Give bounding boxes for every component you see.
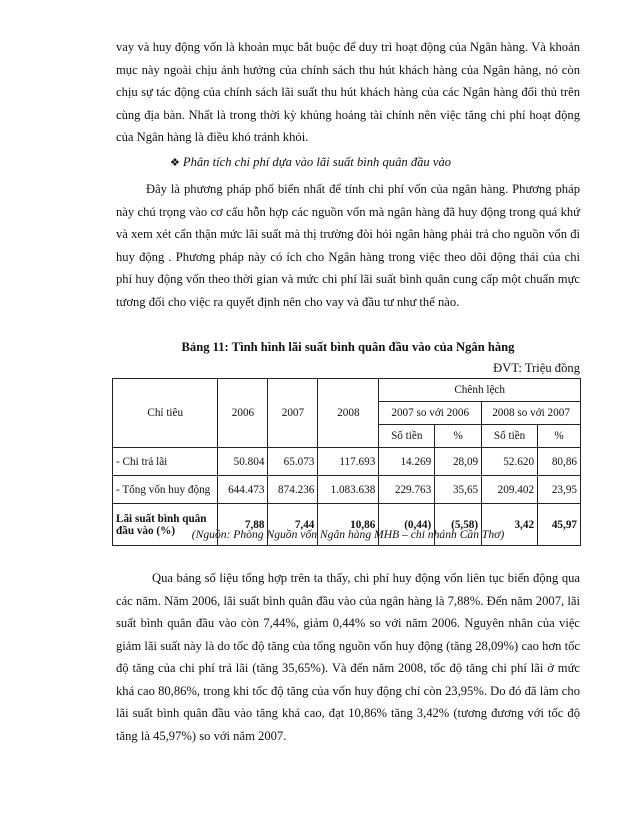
cell-2007: 65.073 — [268, 448, 318, 476]
cell-amount-2: 52.620 — [482, 448, 538, 476]
cell-2008: 117.693 — [318, 448, 379, 476]
analysis-paragraph-text: Qua bảng số liệu tổng hợp trên ta thấy, chi phí huy động vốn liên tục biến động qua các năm. Năm 2006, lãi suất bình quân đầu vào của ngân hàng là 7,88%. Đến năm 2007, lãi suất bình quân đầu vào còn 7,44%, giảm 0,44% so với năm 2006. Nguyên nhân của việc giảm lãi suất này là do tốc độ tăng của tổng nguồn vốn huy động (tăng 28,09%) cao hơn tốc độ tăng của chi phí trả lãi (tăng 35,65%). Và đến năm 2008, tốc độ tăng chi phí lãi ở mức khá cao 80,86%, trong khi tốc độ tăng của vốn huy động chỉ còn 23,95%. Do đó đã làm cho lãi suất bình quân đầu vào tăng khá cao, đạt 10,86% tăng 3,42% (tương đương với tốc độ tăng là 45,97%) so với năm 2007. — [116, 571, 580, 743]
intro-paragraph — [116, 36, 580, 149]
analysis-paragraph — [116, 567, 580, 747]
method-paragraph-text: Đây là phương pháp phổ biến nhất để tính chi phí vốn của ngân hàng. Phương pháp này chú trọng vào cơ cấu hỗn hợp các nguồn vốn mà ngân hàng đã huy động trong quá khứ và xem xét cẩn thận mức lãi suất mà thị trường đòi hỏi ngân hàng phải trả cho nguồn vốn đi huy động . Phương pháp này có ích cho Ngân hàng trong việc theo dõi động thái của chi phí huy động vốn theo thời gian và mức chi phí lãi suất bình quân cung cấp một chuẩn mực tương đối cho việc ra quyết định nên cho vay và đầu tư như thế nào. — [116, 182, 580, 309]
table-row — [113, 476, 581, 504]
cell-percent-1: (5,58) — [435, 504, 482, 546]
cell-2008: 10,86 — [318, 504, 379, 546]
header-percent: % — [538, 425, 581, 448]
cell-2007: 874.236 — [268, 476, 318, 504]
header-2008: 2008 — [318, 379, 379, 448]
intro-line: của Ngân hàng là điều khó tránh khỏi. — [116, 130, 309, 144]
cell-2007: 7,44 — [268, 504, 318, 546]
cell-2006: 7,88 — [218, 504, 268, 546]
cell-amount-1: 14.269 — [379, 448, 435, 476]
table-title: Bảng 11: Tình hình lãi suất bình quân đầu vào của Ngân hàng — [181, 340, 515, 354]
header-amount: Số tiền — [379, 425, 435, 448]
cell-2006: 644.473 — [218, 476, 268, 504]
cell-amount-1: 229.763 — [379, 476, 435, 504]
cell-amount-2: 209.402 — [482, 476, 538, 504]
section-heading — [170, 155, 451, 170]
cell-amount-2: 3,42 — [482, 504, 538, 546]
header-2006: 2006 — [218, 379, 268, 448]
cell-percent-1: 28,09 — [435, 448, 482, 476]
row-label-line: Lãi suất bình quân — [116, 512, 207, 525]
cell-2008: 1.083.638 — [318, 476, 379, 504]
header-compare-2008-2007: 2008 so với 2007 — [482, 402, 581, 425]
header-percent: % — [435, 425, 482, 448]
method-paragraph — [116, 178, 580, 313]
interest-rate-table — [112, 378, 581, 546]
intro-line: cùng địa bàn. Nhất là trong thời kỳ khủng hoảng tài chính nên việc tăng chi phí hoạt động — [116, 107, 580, 122]
intro-line: chịu sự tác động của chính sách lãi suất thu hút khách hàng của các Ngân hàng đối thủ trên — [116, 85, 580, 99]
section-heading-text: Phân tích chi phí dựa vào lãi suất bình quân đầu vào — [182, 155, 452, 169]
cell-percent-2: 45,97 — [538, 504, 581, 546]
table-row — [113, 448, 581, 476]
header-indicator: Chỉ tiêu — [113, 379, 218, 448]
cell-amount-1: (0,44) — [379, 504, 435, 546]
cell-percent-2: 23,95 — [538, 476, 581, 504]
row-label: - Chi trả lãi — [113, 448, 218, 476]
cell-2006: 50.804 — [218, 448, 268, 476]
header-compare-2007-2006: 2007 so với 2006 — [379, 402, 482, 425]
header-change: Chênh lệch — [379, 379, 581, 402]
cell-percent-2: 80,86 — [538, 448, 581, 476]
row-label: - Tổng vốn huy động — [113, 476, 218, 504]
cell-percent-1: 35,65 — [435, 476, 482, 504]
table-unit: ĐVT: Triệu đồng — [493, 361, 580, 375]
diamond-bullet-icon: ❖ — [170, 157, 180, 169]
header-amount: Số tiền — [482, 425, 538, 448]
intro-line: vay và huy động vốn là khoản mục bắt buộc để duy trì hoạt động của Ngân hàng. Và khoản — [116, 40, 580, 54]
header-2007: 2007 — [268, 379, 318, 448]
intro-line: mục này ngoài chịu ảnh hưởng của chính sách thu hút khách hàng của Ngân hàng, nó còn — [116, 62, 580, 77]
row-label-line: đầu vào (%) — [116, 524, 176, 537]
table-source: (Nguồn: Phòng Nguồn vốn Ngân hàng MHB – chi nhánh Cần Thơ) — [191, 528, 505, 541]
